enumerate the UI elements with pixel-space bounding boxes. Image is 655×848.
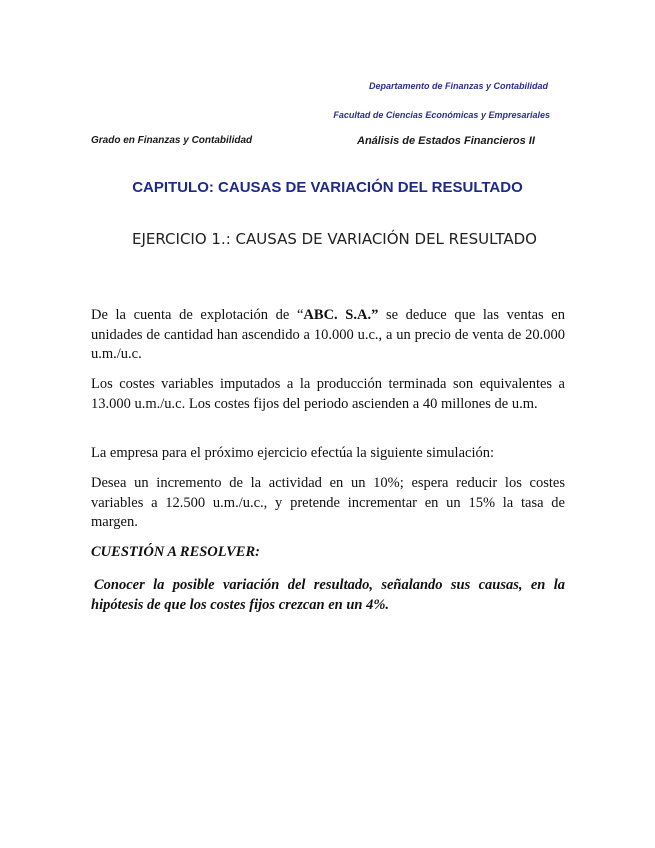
paragraph-1-before: De la cuenta de explotación de “ (91, 307, 304, 323)
question-heading: CUESTIÓN A RESOLVER: (91, 544, 260, 560)
faculty-header: Facultad de Ciencias Económicas y Empresariales (333, 110, 550, 120)
department-header: Departamento de Finanzas y Contabilidad (368, 81, 548, 91)
paragraph-4: Desea un incremento de la actividad en un 10%; espera reducir los costes variables a 12.500 u.m./u.c., y pretende incrementar en un 15% la tasa de margen. (91, 475, 565, 530)
exercise-title: EJERCICIO 1.: CAUSAS DE VARIACIÓN DEL RESULTADO (132, 230, 537, 248)
paragraph-2: Los costes variables imputados a la producción terminada son equivalentes a 13.000 u.m./u.c. Los costes fijos del periodo ascienden a 40 millones de u.m. (91, 376, 565, 412)
company-name: ABC. S.A.” (303, 307, 379, 323)
question-text: Conocer la posible variación del resultado, señalando sus causas, en la hipótesis de que los costes fijos crezcan en un 4%. (91, 577, 565, 613)
paragraph-3: La empresa para el próximo ejercicio efectúa la siguiente simulación: (91, 445, 495, 461)
degree-label: Grado en Finanzas y Contabilidad (91, 135, 253, 146)
chapter-title: CAPITULO: CAUSAS DE VARIACIÓN DEL RESULTADO (132, 179, 523, 196)
paragraph-1-after: se deduce que las ventas en unidades de cantidad han ascendido a 10.000 u.c., a un precio de venta de 20.000 u.m./u.c. (91, 307, 565, 362)
course-label: Análisis de Estados Financieros II (357, 135, 535, 147)
paragraph-1 (91, 306, 565, 365)
